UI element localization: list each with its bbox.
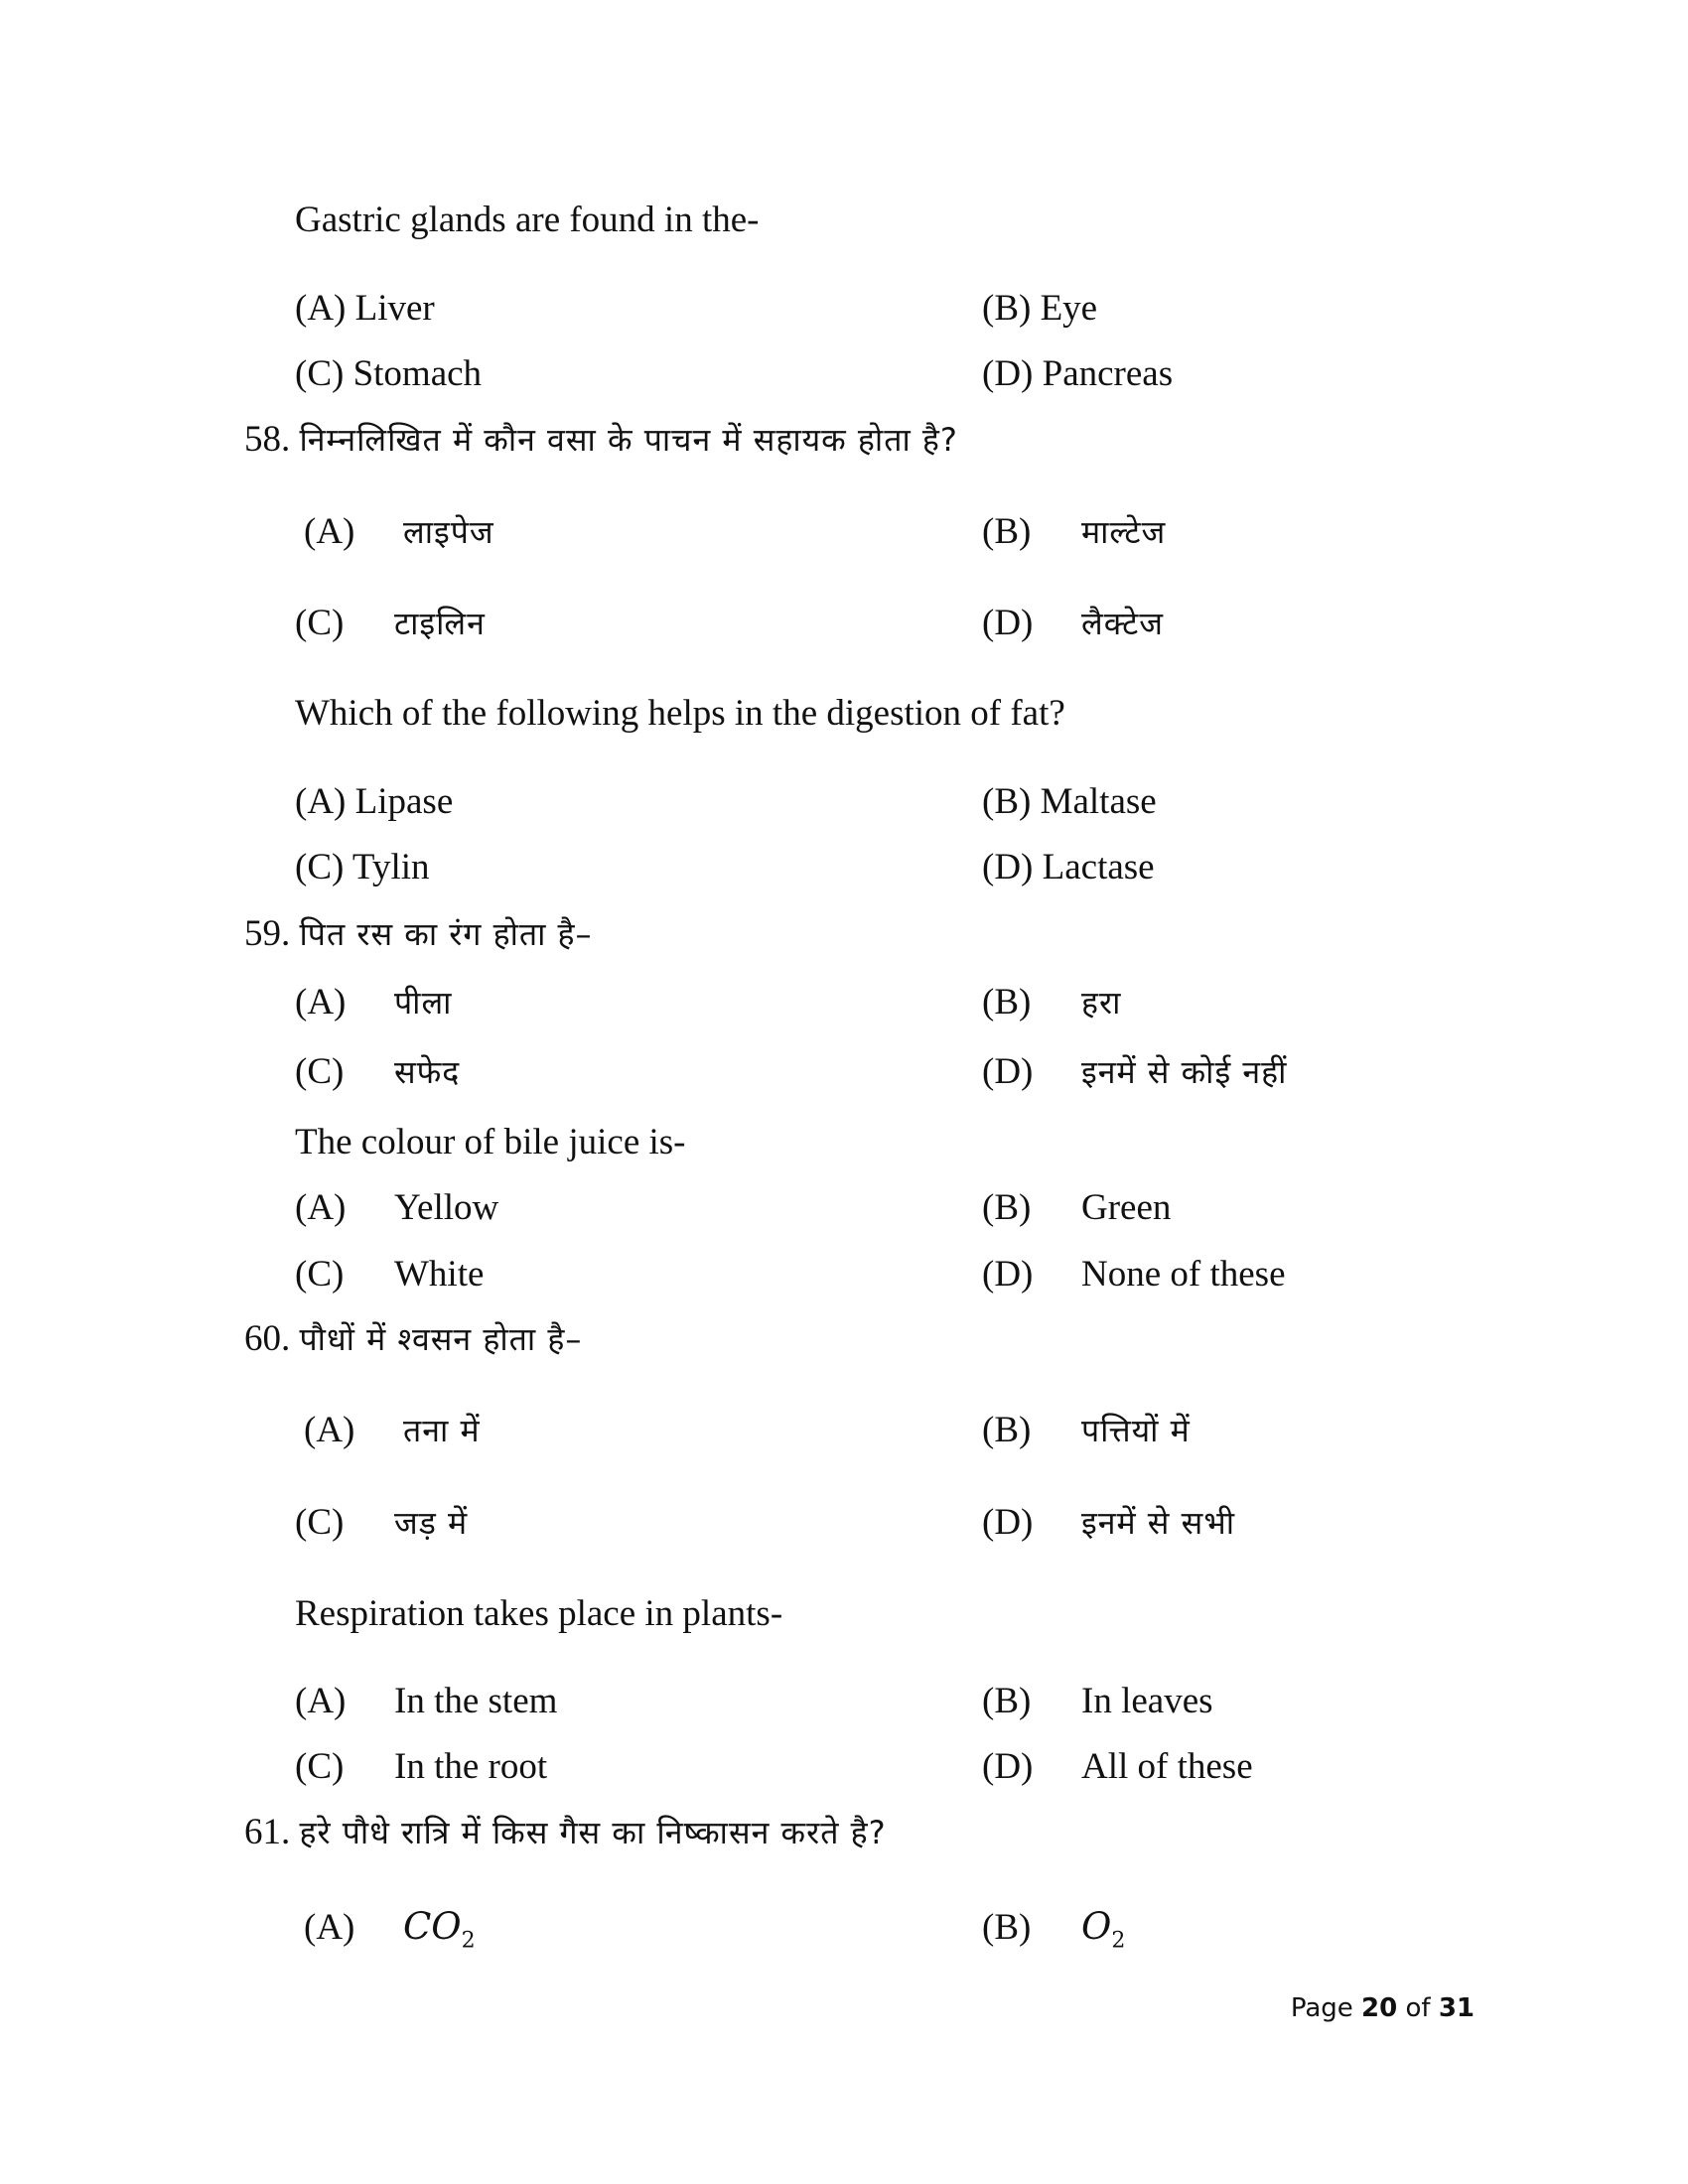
q60-hindi-option-d [982, 1504, 1235, 1541]
q58-english-option-a [295, 783, 453, 820]
question-number: 59. [244, 913, 291, 954]
option-label: (A) [295, 982, 347, 1023]
option-label: (C) [295, 353, 345, 394]
option-text: लाइपेज [403, 513, 494, 551]
option-label: (A) [304, 511, 355, 552]
q58-hindi-option-b [982, 513, 1166, 550]
q58-hindi-option-d [982, 605, 1164, 641]
option-text: In leaves [1081, 1681, 1213, 1721]
option-label: (B) [982, 1187, 1032, 1228]
q60-english-option-a [295, 1683, 557, 1719]
option-label: (A) [295, 781, 347, 822]
total-pages: 31 [1438, 1993, 1475, 2023]
option-text: Lactase [1042, 847, 1155, 887]
q60-english-option-c [295, 1748, 547, 1785]
q59-english-option-c [295, 1256, 484, 1293]
q58-hindi-option-c [295, 605, 486, 641]
option-label: (B) [982, 288, 1032, 329]
q57-option-c [295, 355, 482, 392]
q58-english-option-d [982, 849, 1155, 886]
option-text: Tylin [352, 847, 430, 887]
option-label: (A) [295, 1187, 347, 1228]
option-label: (A) [304, 1410, 355, 1450]
q60-hindi-option-b [982, 1412, 1191, 1448]
option-label: (D) [982, 603, 1034, 643]
option-text: पीला [394, 984, 453, 1022]
q57-question: Gastric glands are found in the- [295, 200, 760, 240]
option-label: (A) [295, 1681, 347, 1721]
option-text: In the root [394, 1746, 548, 1787]
q59-english-question: The colour of bile juice is- [295, 1122, 686, 1162]
q57-option-d [982, 355, 1173, 392]
question-text: निम्नलिखित में कौन वसा के पाचन में सहायक होता है? [299, 421, 958, 459]
q57-option-b [982, 290, 1097, 327]
q58-english-option-b [982, 783, 1157, 820]
question-text: हरे पौधे रात्रि में किस गैस का निष्कासन करते है? [299, 1814, 887, 1851]
option-text: सफेद [394, 1053, 461, 1091]
option-text: इनमें से कोई नहीं [1081, 1053, 1288, 1091]
option-text: White [394, 1254, 485, 1295]
q58-hindi-option-a [304, 513, 494, 550]
option-text: लैक्टेज [1081, 605, 1165, 642]
q61-option-b [982, 1905, 1126, 1954]
option-label: (D) [982, 1502, 1034, 1543]
option-text: इनमें से सभी [1081, 1504, 1236, 1542]
option-label: (C) [295, 603, 345, 643]
page-prefix: Page [1290, 1993, 1353, 2023]
q59-english-option-a [295, 1189, 498, 1226]
option-text: None of these [1081, 1254, 1286, 1295]
option-label: (B) [982, 1681, 1032, 1721]
option-label: (B) [982, 1907, 1032, 1948]
option-label: (B) [982, 1410, 1032, 1450]
option-text: Maltase [1040, 781, 1157, 822]
question-text: पित रस का रंग होता है– [299, 915, 593, 953]
option-text: Lipase [354, 781, 454, 822]
q60-hindi-option-c [295, 1504, 468, 1541]
option-label: (B) [982, 511, 1032, 552]
q59-hindi-option-a [295, 984, 452, 1021]
q61-option-a [304, 1905, 476, 1954]
page-number [1291, 1993, 1475, 2023]
option-label: (D) [982, 1254, 1034, 1295]
page-of: of [1405, 1993, 1431, 2023]
option-label: (A) [304, 1907, 355, 1948]
q60-english-option-d [982, 1748, 1253, 1785]
option-text: Pancreas [1042, 353, 1174, 394]
q61-hindi-question [244, 1814, 887, 1850]
q60-english-option-b [982, 1683, 1213, 1719]
option-label: (C) [295, 1254, 345, 1295]
option-label: (C) [295, 1051, 345, 1092]
option-text: हरा [1081, 984, 1122, 1022]
q57-option-a [295, 290, 435, 327]
q59-hindi-question [244, 915, 593, 952]
option-text: माल्टेज [1081, 513, 1167, 551]
option-text: तना में [403, 1412, 481, 1449]
q59-english-option-d [982, 1256, 1286, 1293]
q58-english-question: Which of the following helps in the digestion of fat? [295, 693, 1065, 734]
q60-english-question: Respiration takes place in plants- [295, 1593, 783, 1634]
option-label: (D) [982, 1051, 1034, 1092]
o2-formula: $O_2$ [1081, 1905, 1126, 1954]
option-label: (B) [982, 781, 1032, 822]
q59-hindi-option-c [295, 1053, 460, 1090]
option-text: जड़ में [394, 1504, 469, 1542]
q58-english-option-c [295, 849, 430, 886]
question-number: 61. [244, 1812, 291, 1852]
option-text: Eye [1040, 288, 1098, 329]
option-label: (D) [982, 1746, 1034, 1787]
option-label: (D) [982, 847, 1034, 887]
option-label: (A) [295, 288, 347, 329]
question-text: पौधों में श्वसन होता है– [299, 1320, 583, 1358]
q58-hindi-question [244, 421, 958, 458]
co2-formula: $CO_2$ [403, 1905, 476, 1954]
question-number: 58. [244, 419, 291, 460]
q60-hindi-option-a [304, 1412, 481, 1448]
option-text: टाइलिन [394, 605, 486, 642]
option-text: Liver [354, 288, 435, 329]
q59-hindi-option-d [982, 1053, 1287, 1090]
q60-hindi-question [244, 1320, 582, 1357]
option-text: All of these [1081, 1746, 1253, 1787]
option-text: Green [1081, 1187, 1172, 1228]
option-text: Yellow [394, 1187, 499, 1228]
option-text: In the stem [394, 1681, 558, 1721]
option-label: (D) [982, 353, 1034, 394]
option-text: पत्तियों में [1081, 1412, 1191, 1449]
option-label: (B) [982, 982, 1032, 1023]
option-label: (C) [295, 1746, 345, 1787]
q59-hindi-option-b [982, 984, 1121, 1021]
q59-english-option-b [982, 1189, 1171, 1226]
option-text: Stomach [352, 353, 483, 394]
question-number: 60. [244, 1318, 291, 1359]
current-page: 20 [1361, 1993, 1398, 2023]
option-label: (C) [295, 847, 345, 887]
option-label: (C) [295, 1502, 345, 1543]
